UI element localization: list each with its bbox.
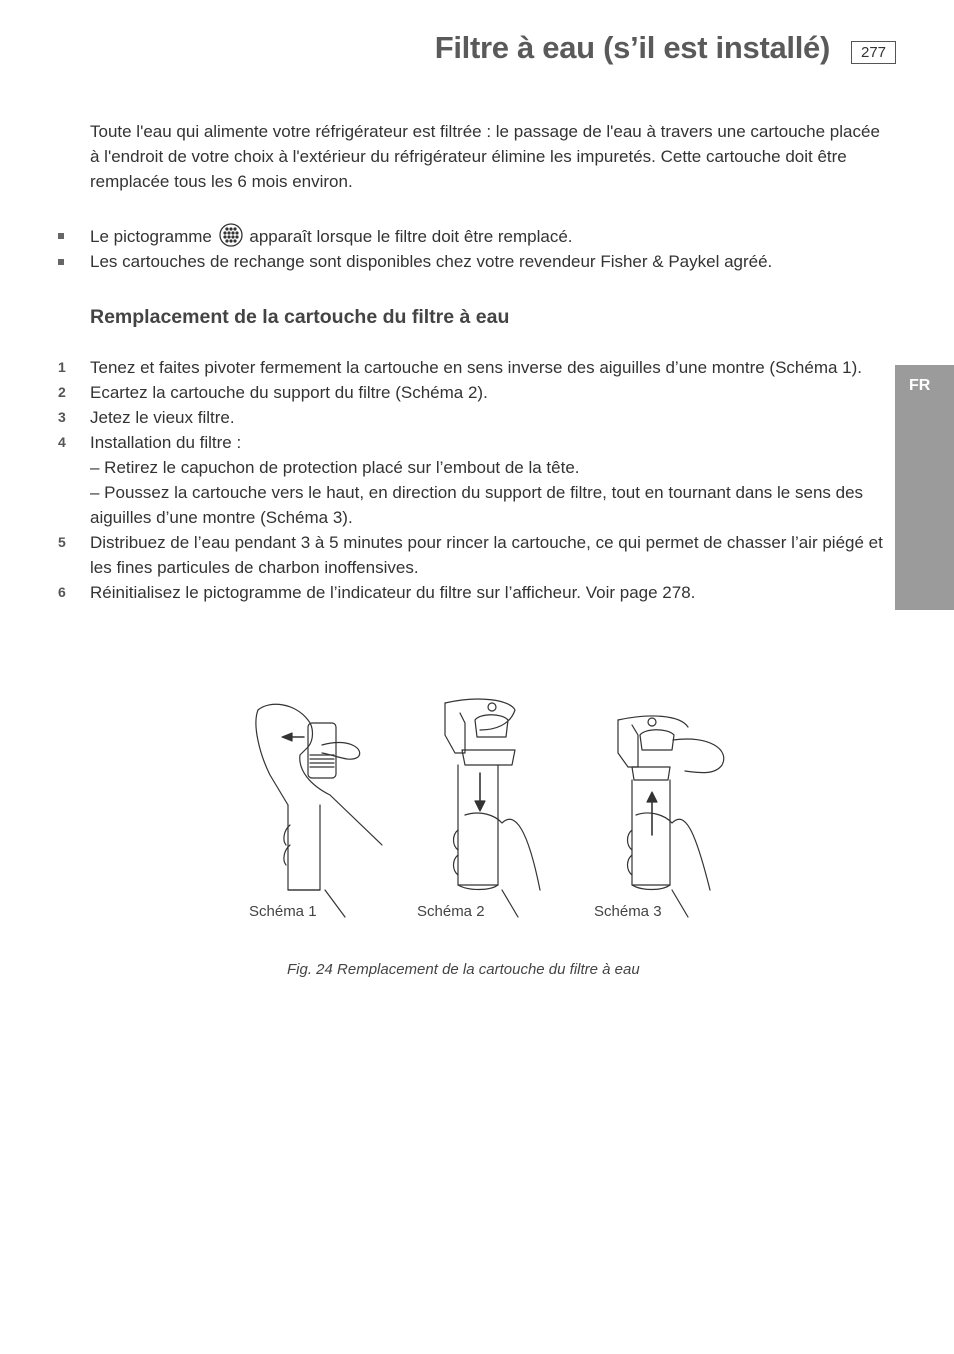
language-tab <box>895 365 954 610</box>
step-text: Réinitialisez le pictogramme de l’indicateur du filtre sur l’afficheur. Voir page 278. <box>90 583 696 602</box>
step-item <box>58 405 888 430</box>
schema-1-label: Schéma 1 <box>249 903 317 920</box>
schema-2-drawing <box>445 699 540 917</box>
schema-2-label: Schéma 2 <box>417 903 485 920</box>
step-text: Jetez le vieux filtre. <box>90 408 235 427</box>
page-title: Filtre à eau (s’il est installé) <box>434 30 830 65</box>
steps-list <box>58 355 888 605</box>
step-number: 6 <box>58 584 66 600</box>
bullet-square-icon <box>58 259 64 265</box>
bullet-text-after: apparaît lorsque le filtre doit être remplacé. <box>249 227 573 246</box>
step-text: Distribuez de l’eau pendant 3 à 5 minutes pour rincer la cartouche, ce qui permet de chasser l’air piégé et les fines particules de charbon inoffensives. <box>90 533 883 577</box>
list-item <box>58 223 888 249</box>
figure-caption: Fig. 24 Remplacement de la cartouche du filtre à eau <box>287 961 640 978</box>
step-text: Tenez et faites pivoter fermement la cartouche en sens inverse des aiguilles d’une montre (Schéma 1). <box>90 358 863 377</box>
bullet-text: Les cartouches de rechange sont disponibles chez votre revendeur Fisher & Paykel agréé. <box>90 252 773 271</box>
step-item <box>58 580 888 605</box>
step-text: Installation du filtre : <box>90 433 242 452</box>
page-number: 277 <box>851 41 896 64</box>
bullet-list <box>58 223 888 274</box>
schema-3-label: Schéma 3 <box>594 903 662 920</box>
step-item <box>58 355 888 380</box>
filter-replacement-illustration <box>240 695 740 930</box>
substep-text: – Retirez le capuchon de protection placé sur l’embout de la tête. <box>90 458 580 477</box>
step-number: 1 <box>58 359 66 375</box>
bullet-square-icon <box>58 233 64 239</box>
step-text: Ecartez la cartouche du support du filtre (Schéma 2). <box>90 383 488 402</box>
section-heading: Remplacement de la cartouche du filtre à eau <box>90 306 510 328</box>
step-number: 4 <box>58 434 66 450</box>
schema-1-drawing <box>256 704 382 917</box>
step-number: 3 <box>58 409 66 425</box>
step-number: 2 <box>58 384 66 400</box>
bullet-text-before: Le pictogramme <box>90 227 212 246</box>
list-item <box>58 249 888 274</box>
intro-paragraph: Toute l'eau qui alimente votre réfrigérateur est filtrée : le passage de l'eau à travers une cartouche placée à l'endroit de votre choix à l'extérieur du réfrigérateur élimine les impuretés. Cette cartouche doit être remplacée tous les 6 mois environ. <box>90 122 880 191</box>
step-item <box>58 380 888 405</box>
step-number: 5 <box>58 534 66 550</box>
substep-text: – Poussez la cartouche vers le haut, en direction du support de filtre, tout en tournant dans le sens des aiguilles d’une montre (Schéma 3). <box>90 483 864 527</box>
filter-indicator-icon <box>219 223 243 247</box>
step-item <box>58 530 888 580</box>
schema-3-drawing <box>618 716 724 917</box>
step-item <box>58 430 888 530</box>
language-tab-label: FR <box>909 377 931 394</box>
